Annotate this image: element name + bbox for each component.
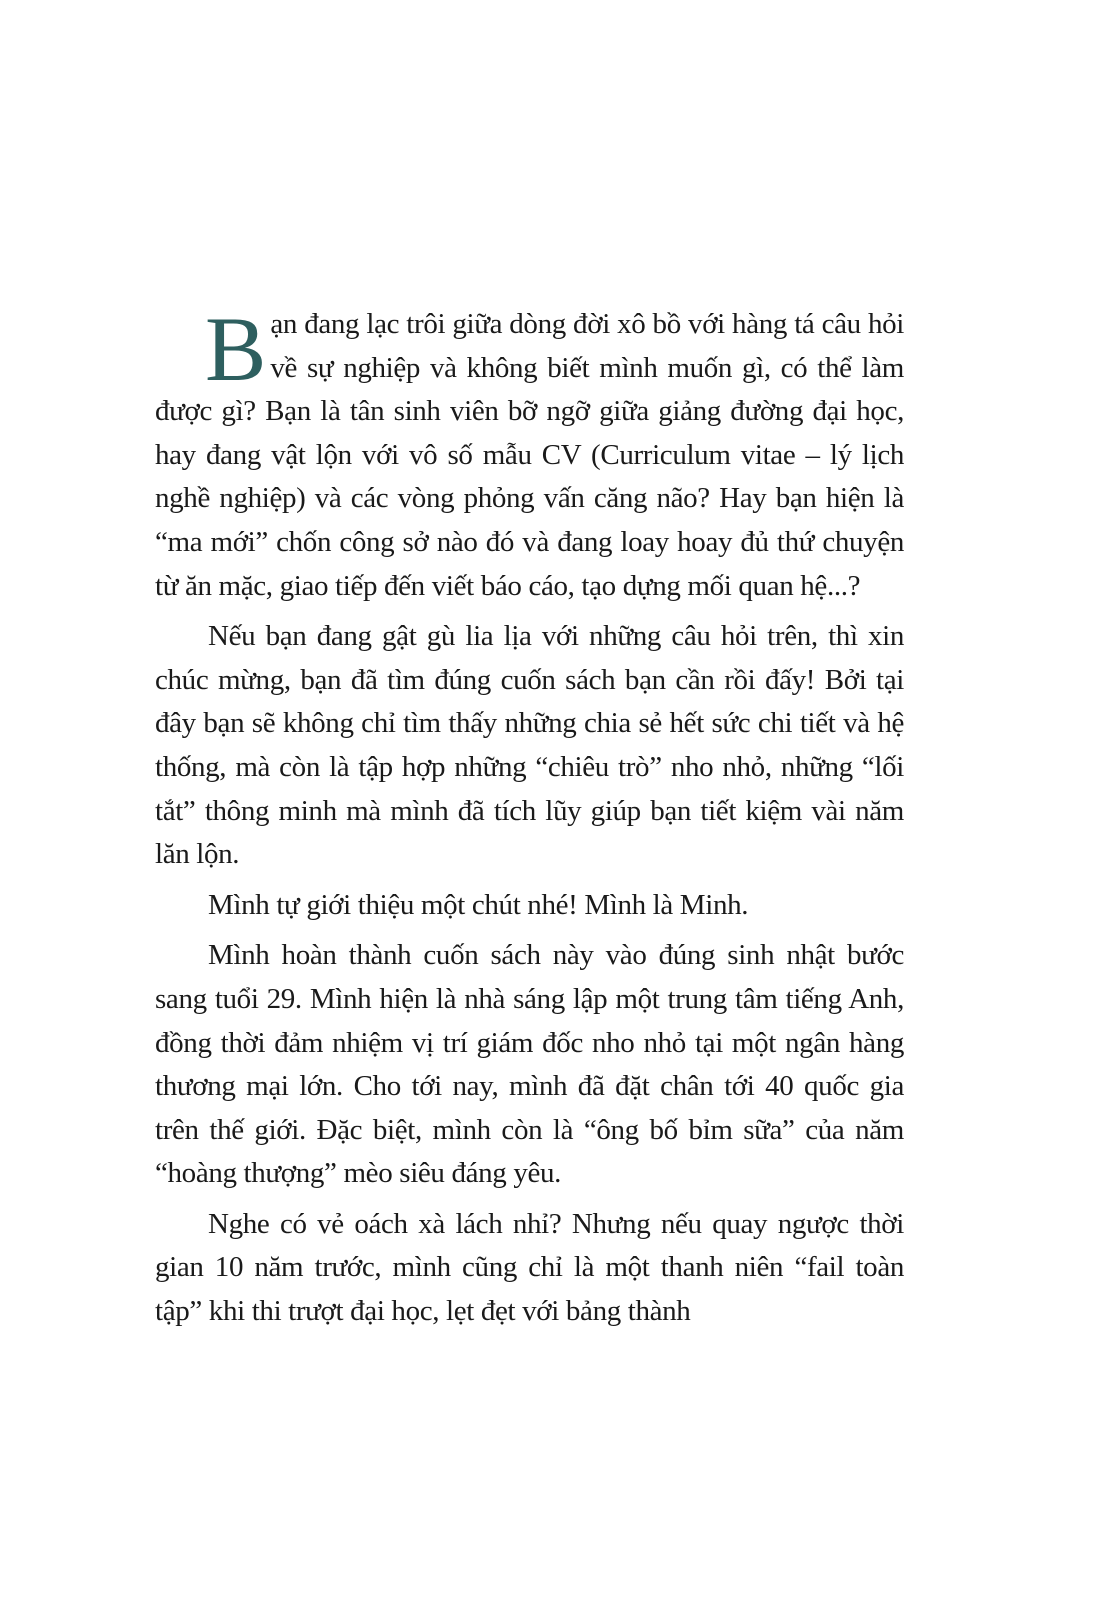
book-page-text xyxy=(155,298,904,1341)
dropcap-letter: B xyxy=(205,298,267,400)
paragraph: Mình tự giới thiệu một chút nhé! Mình là Minh. xyxy=(208,888,749,921)
paragraph: Mình hoàn thành cuốn sách này vào đúng sinh nhật bước sang tuổi 29. Mình hiện là nhà sáng lập một trung tâm tiếng Anh, đồng thời đảm nhiệm vị trí giám đốc nho nhỏ tại một ngân hàng thương mại lớn. Cho tới nay, mình đã đặt chân tới 40 quốc gia trên thế giới. Đặc biệt, mình còn là “ông bố bỉm sữa” của năm “hoàng thượng” mèo siêu đáng yêu. xyxy=(155,939,904,1190)
paragraph-intro xyxy=(155,298,904,608)
paragraph: Nghe có vẻ oách xà lách nhỉ? Nhưng nếu quay ngược thời gian 10 năm trước, mình cũng chỉ là một thanh niên “fail toàn tập” khi thi trượt đại học, lẹt đẹt với bảng thành xyxy=(155,1207,904,1328)
paragraph-intro-text: ạn đang lạc trôi giữa dòng đời xô bồ với hàng tá câu hỏi về sự nghiệp và không biết mình muốn gì, có thể làm được gì? Bạn là tân sinh viên bỡ ngỡ giữa giảng đường đại học, hay đang vật lộn với vô số mẫu CV (Curriculum vitae – lý lịch nghề nghiệp) và các vòng phỏng vấn căng não? Hay bạn hiện là “ma mới” chốn công sở nào đó và đang loay hoay đủ thứ chuyện từ ăn mặc, giao tiếp đến viết báo cáo, tạo dựng mối quan hệ...? xyxy=(155,308,904,602)
paragraph: Nếu bạn đang gật gù lia lịa với những câu hỏi trên, thì xin chúc mừng, bạn đã tìm đúng cuốn sách bạn cần rồi đấy! Bởi tại đây bạn sẽ không chỉ tìm thấy những chia sẻ hết sức chi tiết và hệ thống, mà còn là tập hợp những “chiêu trò” nho nhỏ, những “lối tắt” thông minh mà mình đã tích lũy giúp bạn tiết kiệm vài năm lăn lộn. xyxy=(155,620,904,871)
